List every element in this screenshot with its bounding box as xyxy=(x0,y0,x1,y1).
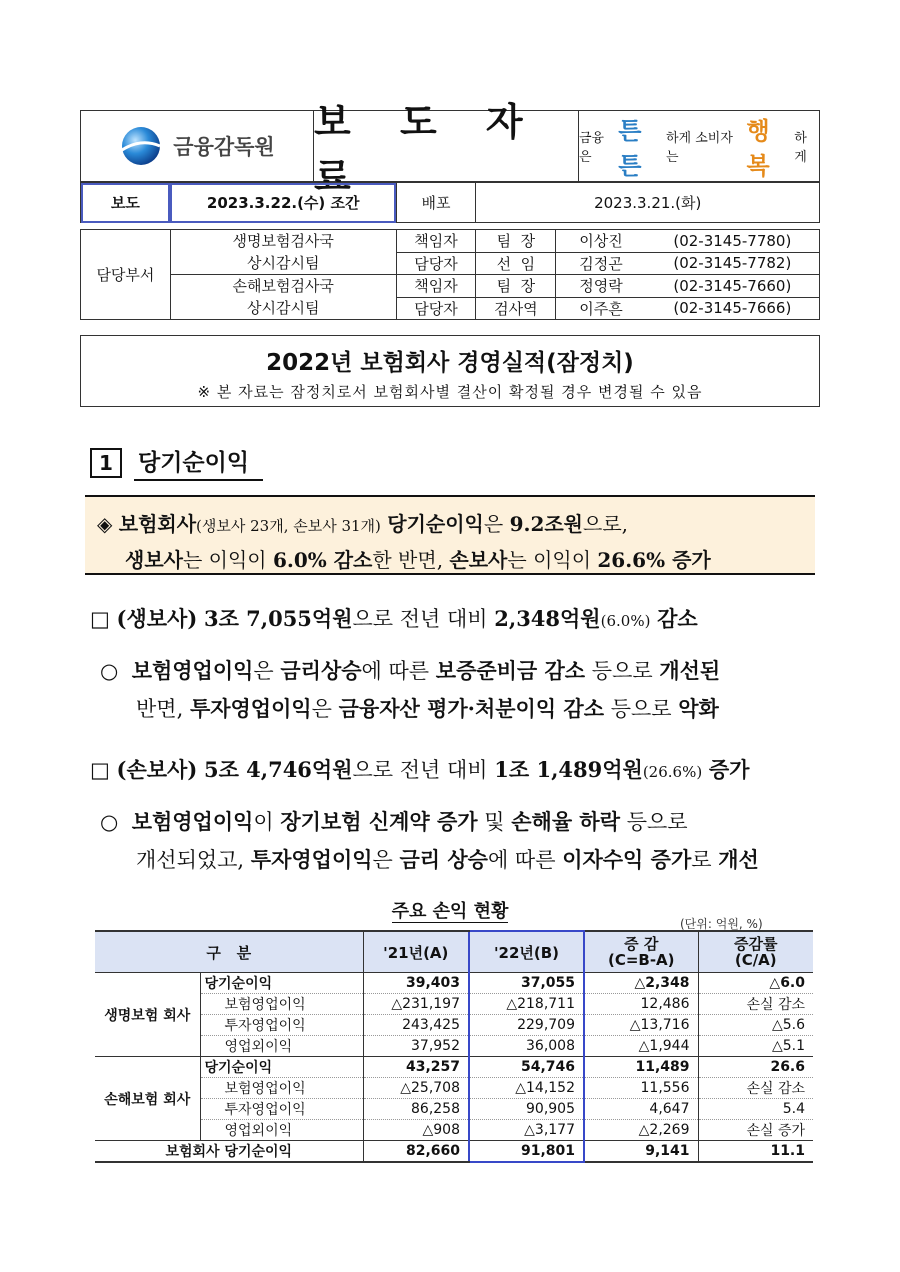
report-label: 보도 xyxy=(81,183,171,223)
cell-d: 손실 감소 xyxy=(698,994,813,1015)
para-text: 등으로 xyxy=(591,659,653,683)
contact-role: 담당자 xyxy=(396,297,476,320)
cell-d: 5.4 xyxy=(698,1099,813,1120)
summary-text: 는 이익이 xyxy=(507,548,592,572)
summary-text: 손보사 xyxy=(449,548,508,572)
row-label: 영업외이익 xyxy=(200,1036,363,1057)
table-caption xyxy=(0,897,900,923)
cell-c: 4,647 xyxy=(584,1099,698,1120)
cell-a: △25,708 xyxy=(363,1078,469,1099)
para-text: 이 xyxy=(253,810,274,834)
total-label: 보험회사 당기순이익 xyxy=(95,1141,363,1163)
para-text: 보증준비금 감소 xyxy=(435,658,586,683)
cell-a: 86,258 xyxy=(363,1099,469,1120)
para-text: 으로 전년 대비 xyxy=(352,758,488,782)
header-category: 구 분 xyxy=(95,931,363,973)
contact-phone: (02-3145-7780) xyxy=(646,230,820,253)
cell-c: 11,556 xyxy=(584,1078,698,1099)
checkbox-bullet-icon: □ xyxy=(90,758,110,782)
contact-rank: 선 임 xyxy=(476,252,556,275)
table-row xyxy=(95,1078,813,1099)
row-label: 당기순이익 xyxy=(200,973,363,994)
cell-b: 37,055 xyxy=(469,973,584,994)
para-text: 증가 xyxy=(708,757,750,782)
dist-label: 배포 xyxy=(396,183,476,223)
header-rate-l2: (C/A) xyxy=(734,951,777,969)
cell-a: 43,257 xyxy=(363,1057,469,1078)
summary-line-1 xyxy=(97,507,803,543)
contact-person: 이상진 xyxy=(556,230,646,253)
row-label: 투자영업이익 xyxy=(200,1099,363,1120)
row-label: 당기순이익 xyxy=(200,1057,363,1078)
report-date: 2023.3.22.(수) 조간 xyxy=(170,183,396,223)
circle-bullet-icon: ○ xyxy=(100,810,119,834)
contact-phone: (02-3145-7782) xyxy=(646,252,820,275)
header-change-l2: (C=B-A) xyxy=(607,951,675,969)
para-text: 장기보험 신계약 증가 xyxy=(280,809,478,834)
income-table xyxy=(95,930,813,1163)
section-heading xyxy=(90,444,263,481)
dept-name: 생명보험검사국 xyxy=(232,232,334,250)
para-text: 투자영업이익 xyxy=(189,696,312,721)
cell-b: 54,746 xyxy=(469,1057,584,1078)
cell-c: 9,141 xyxy=(584,1141,698,1163)
table-row xyxy=(95,1036,813,1057)
para-text: (생보사) xyxy=(116,606,198,631)
cell-d: 손실 감소 xyxy=(698,1078,813,1099)
slogan xyxy=(579,111,819,181)
life-detail xyxy=(100,652,840,728)
cell-b: 36,008 xyxy=(469,1036,584,1057)
nonlife-detail-line-2 xyxy=(100,841,840,879)
contact-role: 담당자 xyxy=(396,252,476,275)
section-title: 당기순이익 xyxy=(134,444,263,481)
table-row xyxy=(95,973,813,994)
contact-rank: 팀 장 xyxy=(476,275,556,298)
summary-text: 생보사 xyxy=(125,548,183,572)
summary-text: 보험회사 xyxy=(118,512,197,536)
life-detail-line-2 xyxy=(100,690,840,728)
para-text: 은 xyxy=(253,659,274,683)
checkbox-bullet-icon: □ xyxy=(90,607,110,631)
contact-person: 이주흔 xyxy=(556,297,646,320)
para-text: 등으로 xyxy=(626,810,688,834)
header-rate-l1: 증감률 xyxy=(734,935,778,953)
report-title-box xyxy=(80,335,820,407)
para-text: 보험영업이익 xyxy=(131,809,254,834)
cell-a: 82,660 xyxy=(363,1141,469,1163)
life-detail-line-1 xyxy=(100,652,840,690)
para-text: 반면, xyxy=(136,697,184,721)
report-title: 2022년 보험회사 경영실적(잠정치) xyxy=(266,350,634,376)
para-text: 5조 4,746억원 xyxy=(203,757,353,782)
cell-c: 12,486 xyxy=(584,994,698,1015)
table-caption-text: 주요 손익 현황 xyxy=(391,901,509,922)
press-header xyxy=(80,100,820,199)
summary-text: 은 xyxy=(483,512,504,536)
cell-b: △218,711 xyxy=(469,994,584,1015)
dept-name: 손해보험검사국 xyxy=(232,277,334,295)
row-label: 보험영업이익 xyxy=(200,1078,363,1099)
cell-b: △14,152 xyxy=(469,1078,584,1099)
contact-phone: (02-3145-7666) xyxy=(646,297,820,320)
document-title: 보 도 자 료 xyxy=(314,111,579,181)
table-total-row xyxy=(95,1141,813,1163)
header-2022: '22년(B) xyxy=(469,931,584,973)
org-logo xyxy=(81,111,314,181)
cell-c: △1,944 xyxy=(584,1036,698,1057)
nonlife-detail-line-1 xyxy=(100,803,840,841)
para-text: 개선 xyxy=(718,847,759,872)
header-2021: '21년(A) xyxy=(363,931,469,973)
dept-1 xyxy=(170,230,396,275)
para-text: 으로 전년 대비 xyxy=(352,607,488,631)
cell-b: 229,709 xyxy=(469,1015,584,1036)
para-text: 보험영업이익 xyxy=(131,658,254,683)
table-row xyxy=(95,994,813,1015)
para-text: 감소 xyxy=(657,606,698,631)
nonlife-group-label: 손해보험 회사 xyxy=(95,1057,200,1141)
summary-text: (생보사 23개, 손보사 31개) xyxy=(196,517,381,535)
para-text: 악화 xyxy=(678,696,719,721)
summary-text: 26.6% 증가 xyxy=(597,548,711,572)
diamond-bullet-icon: ◈ xyxy=(97,512,113,536)
para-text: 1조 1,489억원 xyxy=(494,757,643,782)
cell-a: △231,197 xyxy=(363,994,469,1015)
para-text: 이자수익 증가 xyxy=(562,847,692,872)
row-label: 영업외이익 xyxy=(200,1120,363,1141)
para-text: 및 xyxy=(484,810,505,834)
summary-text: 당기순이익 xyxy=(387,512,484,536)
life-group-label: 생명보험 회사 xyxy=(95,973,200,1057)
cell-a: △908 xyxy=(363,1120,469,1141)
team-name: 상시감시팀 xyxy=(246,254,320,272)
slogan-part: 금융은 xyxy=(579,131,605,165)
cell-c: △2,269 xyxy=(584,1120,698,1141)
section-number: 1 xyxy=(90,448,122,478)
row-label: 보험영업이익 xyxy=(200,994,363,1015)
cell-d: △5.1 xyxy=(698,1036,813,1057)
life-headline xyxy=(90,600,830,640)
cell-c: 11,489 xyxy=(584,1057,698,1078)
para-text: 3조 7,055억원 xyxy=(203,606,353,631)
slogan-highlight: 튼튼 xyxy=(618,117,642,180)
contact-person: 김정곤 xyxy=(556,252,646,275)
cell-c: △2,348 xyxy=(584,973,698,994)
para-text: 투자영업이익 xyxy=(250,847,373,872)
contact-table xyxy=(80,182,820,320)
summary-text: 는 이익이 xyxy=(182,548,267,572)
contact-role: 책임자 xyxy=(396,275,476,298)
slogan-highlight: 행복 xyxy=(746,117,770,180)
para-text: (손보사) xyxy=(116,757,198,782)
table-unit: (단위: 억원, %) xyxy=(680,917,763,931)
para-text: 에 따른 xyxy=(361,659,430,683)
team-name: 상시감시팀 xyxy=(246,299,320,317)
para-text: 금리 상승 xyxy=(399,847,488,872)
para-text: 손해율 하락 xyxy=(511,809,621,834)
table-row xyxy=(95,1120,813,1141)
table-row xyxy=(95,1099,813,1120)
slogan-part: 하게 소비자는 xyxy=(665,131,733,165)
header-change-l1: 증 감 xyxy=(624,935,659,953)
cell-d: 26.6 xyxy=(698,1057,813,1078)
summary-line-2 xyxy=(97,543,803,577)
cell-c: △13,716 xyxy=(584,1015,698,1036)
summary-text: 한 반면, xyxy=(372,548,444,572)
para-text: 금융자산 평가·처분이익 감소 xyxy=(338,696,605,721)
dist-date: 2023.3.21.(화) xyxy=(476,183,820,223)
cell-a: 39,403 xyxy=(363,973,469,994)
cell-b: 90,905 xyxy=(469,1099,584,1120)
header-rate xyxy=(698,931,813,973)
para-text: 등으로 xyxy=(610,697,672,721)
para-text: 2,348억원 xyxy=(494,606,601,631)
para-text: (6.0%) xyxy=(600,612,651,630)
table-row xyxy=(95,1015,813,1036)
para-text: 금리상승 xyxy=(280,658,362,683)
summary-text: 6.0% 감소 xyxy=(272,548,373,572)
table-row xyxy=(95,1057,813,1078)
cell-a: 243,425 xyxy=(363,1015,469,1036)
fss-logo-icon xyxy=(119,124,163,168)
row-label: 투자영업이익 xyxy=(200,1015,363,1036)
dept-2 xyxy=(170,275,396,320)
para-text: 로 xyxy=(691,848,712,872)
cell-a: 37,952 xyxy=(363,1036,469,1057)
header-change xyxy=(584,931,698,973)
summary-text: 으로, xyxy=(583,512,628,536)
para-text: 개선된 xyxy=(659,658,721,683)
para-text: 개선되었고, xyxy=(136,848,245,872)
cell-d: 손실 증가 xyxy=(698,1120,813,1141)
contact-rank: 팀 장 xyxy=(476,230,556,253)
contact-rank: 검사역 xyxy=(476,297,556,320)
nonlife-headline xyxy=(90,751,830,791)
cell-b: △3,177 xyxy=(469,1120,584,1141)
cell-d: 11.1 xyxy=(698,1141,813,1163)
para-text: 은 xyxy=(372,848,393,872)
cell-d: △5.6 xyxy=(698,1015,813,1036)
summary-text: 9.2조원 xyxy=(509,512,583,536)
nonlife-detail xyxy=(100,803,840,879)
slogan-part: 하게 xyxy=(794,131,807,165)
org-name: 금융감독원 xyxy=(173,135,275,159)
contact-phone: (02-3145-7660) xyxy=(646,275,820,298)
contact-role: 책임자 xyxy=(396,230,476,253)
para-text: 에 따른 xyxy=(487,848,556,872)
summary-box xyxy=(85,495,815,575)
para-text: 은 xyxy=(311,697,332,721)
cell-b: 91,801 xyxy=(469,1141,584,1163)
circle-bullet-icon: ○ xyxy=(100,659,119,683)
dept-label: 담당부서 xyxy=(81,230,171,320)
contact-person: 정영락 xyxy=(556,275,646,298)
cell-d: △6.0 xyxy=(698,973,813,994)
para-text: (26.6%) xyxy=(642,763,703,781)
report-note: ※ 본 자료는 잠정치로서 보험회사별 결산이 확정될 경우 변경될 수 있음 xyxy=(197,383,703,401)
